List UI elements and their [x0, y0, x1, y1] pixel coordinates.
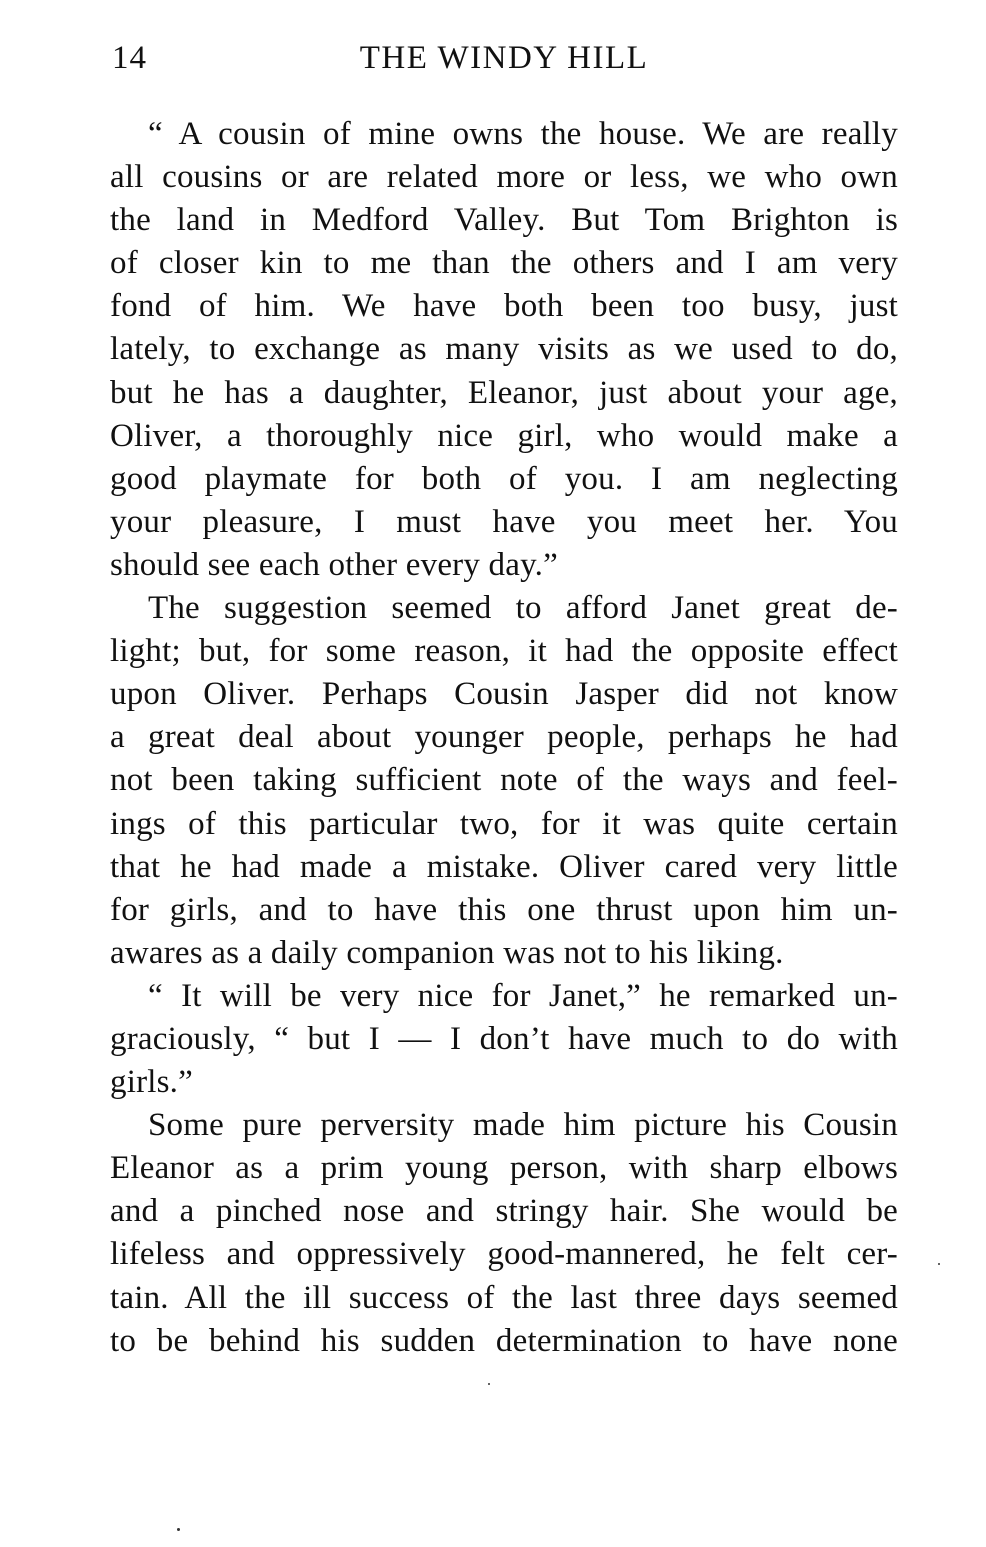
text-line: ings of this particular two, for it was quite certain	[110, 805, 898, 842]
text-line: to be behind his sudden determination to have none	[110, 1322, 898, 1359]
text-line: and a pinched nose and stringy hair. She would be	[110, 1193, 898, 1230]
running-head	[110, 40, 898, 86]
text-line: “ It will be very nice for Janet,” he remarked un-	[148, 977, 898, 1014]
text-line: The suggestion seemed to afford Janet great de-	[148, 590, 898, 627]
text-line: light; but, for some reason, it had the opposite effect	[110, 633, 898, 670]
text-line: that he had made a mistake. Oliver cared very little	[110, 848, 898, 885]
text-line: graciously, “ but I — I don’t have much to do with	[110, 1020, 898, 1057]
text-line: girls.”	[110, 1064, 193, 1101]
text-line: awares as a daily companion was not to his liking.	[110, 934, 784, 971]
text-line: lately, to exchange as many visits as we used to do,	[110, 331, 898, 368]
text-line: your pleasure, I must have you meet her. You	[110, 503, 898, 540]
scan-speck	[488, 1383, 490, 1385]
text-line: good playmate for both of you. I am neglecting	[110, 460, 898, 497]
text-line: Oliver, a thoroughly nice girl, who would make a	[110, 417, 898, 454]
text-line: tain. All the ill success of the last three days seemed	[110, 1279, 898, 1316]
text-line: upon Oliver. Perhaps Cousin Jasper did not know	[110, 676, 898, 713]
text-line: all cousins or are related more or less, we who own	[110, 159, 898, 196]
text-line: fond of him. We have both been too busy, just	[110, 288, 898, 325]
text-line: for girls, and to have this one thrust upon him un-	[110, 891, 898, 928]
text-line: Some pure perversity made him picture his Cousin	[148, 1107, 898, 1144]
text-line: lifeless and oppressively good-mannered, he felt cer-	[110, 1236, 898, 1273]
text-line: the land in Medford Valley. But Tom Brighton is	[110, 202, 898, 239]
scan-speck	[177, 1528, 180, 1531]
text-line: of closer kin to me than the others and I am very	[110, 245, 898, 282]
body-text	[110, 113, 898, 1363]
page-number: 14	[112, 40, 147, 76]
running-title: THE WINDY HILL	[359, 40, 649, 76]
text-line: but he has a daughter, Eleanor, just about your age,	[110, 374, 898, 411]
text-line: not been taking sufficient note of the ways and feel-	[110, 762, 898, 799]
text-line: “ A cousin of mine owns the house. We are really	[148, 116, 898, 152]
text-line: should see each other every day.”	[110, 546, 558, 583]
text-line: a great deal about younger people, perhaps he had	[110, 719, 898, 756]
text-line: Eleanor as a prim young person, with sharp elbows	[110, 1150, 898, 1187]
scan-speck	[938, 1263, 940, 1265]
